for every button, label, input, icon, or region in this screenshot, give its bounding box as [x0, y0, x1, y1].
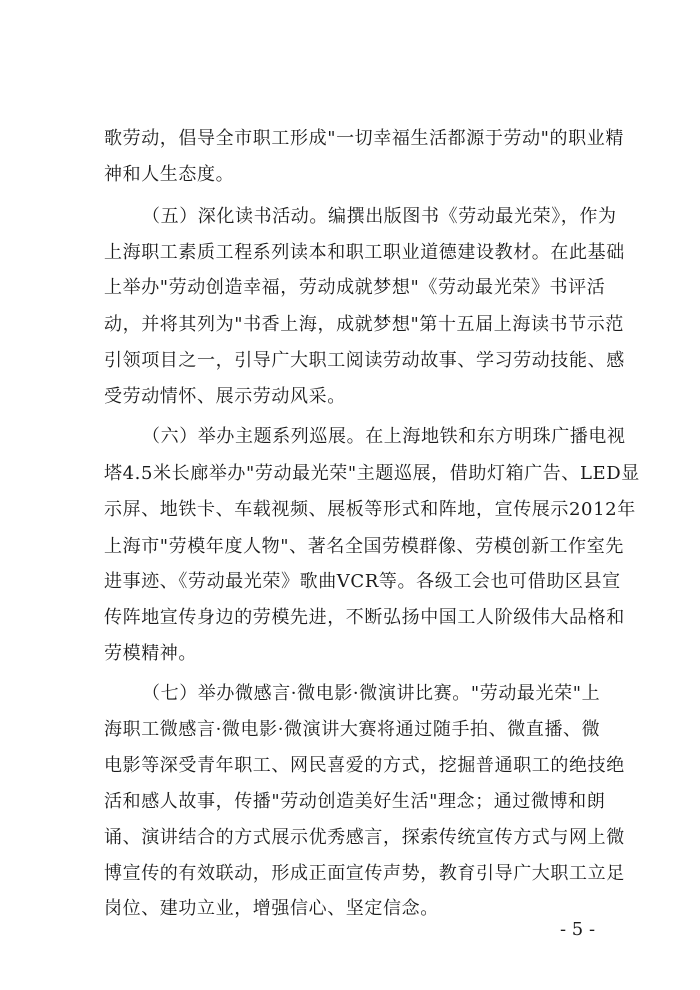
text-line: 劳模精神。 — [104, 643, 197, 664]
page-number: - 5 - — [560, 919, 596, 940]
text-line: 上海职工素质工程系列读本和职工职业道德建设教材。在此基础 — [104, 242, 625, 263]
text-line: 歌劳动，倡导全市职工形成"一切幸福生活都源于劳动"的职业精 — [104, 128, 624, 149]
text-line: 诵、演讲结合的方式展示优秀感言，探索传统宣传方式与网上微 — [104, 827, 625, 848]
text-line: 海职工微感言·微电影·微演讲大赛将通过随手拍、微直播、微 — [104, 719, 601, 740]
text-line: 示屏、地铁卡、车载视频、展板等形式和阵地，宣传展示2012年 — [104, 499, 636, 520]
text-line: 活和感人故事，传播"劳动创造美好生活"理念；通过微博和朗 — [104, 791, 606, 812]
text-line: 塔4.5米长廊举办"劳动最光荣"主题巡展，借助灯箱广告、LED显 — [104, 463, 640, 484]
text-line: 引领项目之一，引导广大职工阅读劳动故事、学习劳动技能、感 — [104, 350, 625, 371]
text-line: 受劳动情怀、展示劳动风采。 — [104, 386, 346, 407]
text-line: 博宣传的有效联动，形成正面宣传声势，教育引导广大职工立足 — [104, 863, 625, 884]
paragraph-heading-line: （七）举办微感言·微电影·微演讲比赛。"劳动最光荣"上 — [142, 683, 601, 704]
text-line: 上海市"劳模年度人物"、著名全国劳模群像、劳模创新工作室先 — [104, 536, 624, 557]
text-line: 岗位、建功立业，增强信心、坚定信念。 — [104, 898, 439, 919]
text-line: 动，并将其列为"书香上海，成就梦想"第十五届上海读书节示范 — [104, 314, 624, 335]
paragraph-heading-line: （六）举办主题系列巡展。在上海地铁和东方明珠广播电视 — [142, 426, 626, 447]
paragraph-heading-line: （五）深化读书活动。编撰出版图书《劳动最光荣》，作为 — [142, 206, 617, 227]
text-line: 电影等深受青年职工、网民喜爱的方式，挖掘普通职工的绝技绝 — [104, 755, 625, 776]
text-line: 神和人生态度。 — [104, 164, 235, 185]
text-line: 上举办"劳动创造幸福，劳动成就梦想"《劳动最光荣》书评活 — [104, 277, 606, 298]
text-line: 进事迹、《劳动最光荣》歌曲VCR等。各级工会也可借助区县宣 — [104, 571, 621, 592]
text-line: 传阵地宣传身边的劳模先进，不断弘扬中国工人阶级伟大品格和 — [104, 607, 625, 628]
